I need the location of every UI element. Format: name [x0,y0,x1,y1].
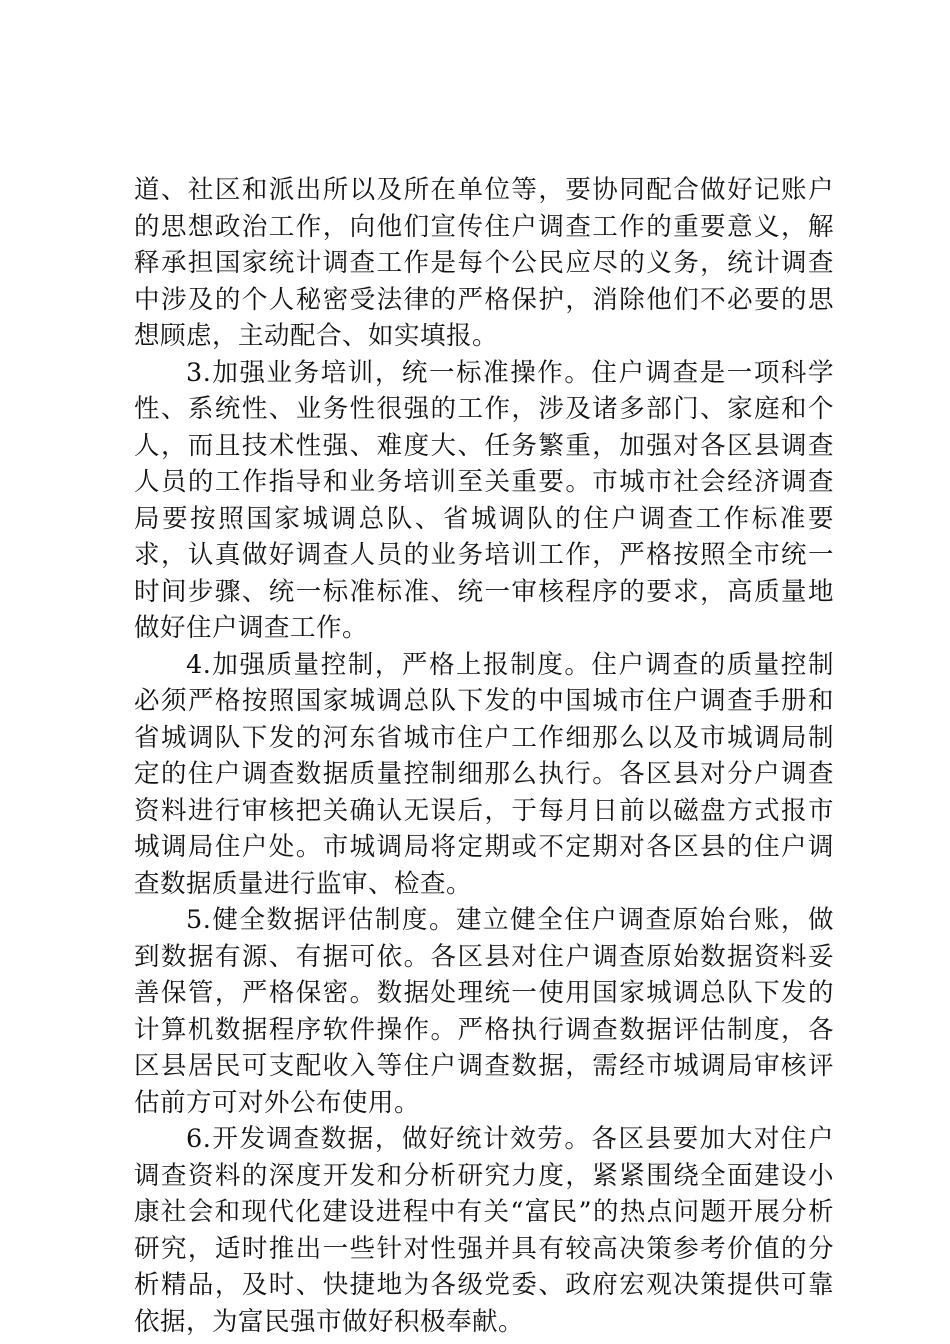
document-body [134,172,834,1340]
paragraph-continuation: 道、社区和派出所以及所在单位等，要协同配合做好记账户的思想政治工作，向他们宣传住户调查工作的重要意义，解释承担国家统计调查工作是每个公民应尽的义务，统计调查中涉及的个人秘密受法律的严格保护，消除他们不必要的思想顾虑，主动配合、如实填报。 [134,175,834,351]
paragraph-item-6: 6.开发调查数据，做好统计效劳。各区县要加大对住户调查资料的深度开发和分析研究力度，紧紧围绕全面建设小康社会和现代化建设进程中有关“富民”的热点问题开展分析研究，适时推出一些针对性强并具有较高决策参考价值的分析精品，及时、快捷地为各级党委、政府宏观决策提供可靠依据，为富民强市做好积极奉献。 [134,1124,834,1337]
paragraph-item-3: 3.加强业务培训，统一标准操作。住户调查是一项科学性、系统性、业务性很强的工作，涉及诸多部门、家庭和个人，而且技术性强、难度大、任务繁重，加强对各区县调查人员的工作指导和业务培训至关重要。市城市社会经济调查局要按照国家城调总队、省城调队的住户调查工作标准要求，认真做好调查人员的业务培训工作，严格按照全市统一时间步骤、统一标准标准、统一审核程序的要求，高质量地做好住户调查工作。 [134,357,834,643]
paragraph-item-4: 4.加强质量控制，严格上报制度。住户调查的质量控制必须严格按照国家城调总队下发的中国城市住户调查手册和省城调队下发的河东省城市住户工作细那么以及市城调局制定的住户调查数据质量控制细那么执行。各区县对分户调查资料进行审核把关确认无误后，于每月日前以磁盘方式报市城调局住户处。市城调局将定期或不定期对各区县的住户调查数据质量进行监审、检查。 [134,649,834,899]
paragraph-item-5: 5.健全数据评估制度。建立健全住户调查原始台账，做到数据有源、有据可依。各区县对住户调查原始数据资料妥善保管，严格保密。数据处理统一使用国家城调总队下发的计算机数据程序软件操作。严格执行调查数据评估制度，各区县居民可支配收入等住户调查数据，需经市城调局审核评估前方可对外公布使用。 [134,905,834,1118]
